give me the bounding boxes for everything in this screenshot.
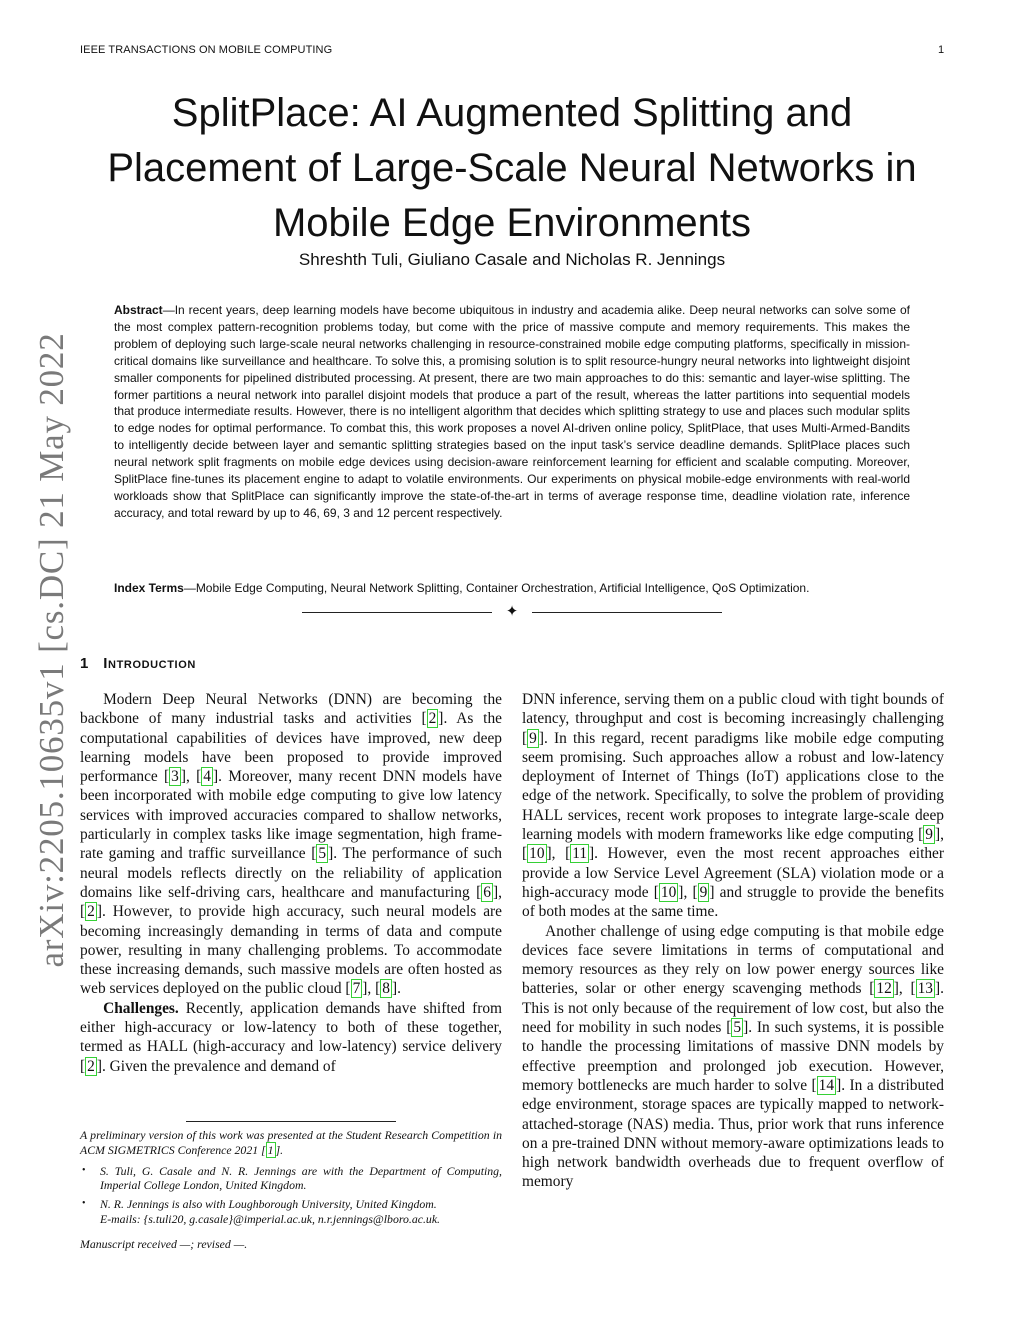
title-line: Mobile Edge Environments	[272, 201, 752, 245]
citation-link[interactable]: 11	[572, 845, 588, 863]
challenges-label: Challenges.	[103, 999, 179, 1017]
citation-link[interactable]: 1	[267, 1142, 274, 1157]
citation-link[interactable]: 14	[818, 1076, 835, 1094]
paragraph: Another challenge of using edge computing is that mobile edge devices face severe limitations in terms of computational and memory resources as they rely on low power energy sources like batteries, solar or other energy scavenging methods [ 12 ], [ 13 ]. This is not only because of the requirement of low cost, but also the need for mobility in such nodes [ 5 ]. In such systems, it is possible to handle the processing limitations of massive DNN models by effective preemption and prolonged job execution. However, memory bottlenecks are much harder to solve [ 14 ]. In a distributed edge environment, storage spaces are typically mapped to network-attached-storage (NAS) media. Thus, prior work that runs inference on a pre-trained DNN without memory-aware optimizations leads to high network bandwidth overheads due to frequent overflow of memory	[522, 922, 944, 1191]
citation-link[interactable]: 5	[318, 845, 327, 863]
footnote-affiliation: • S. Tuli, G. Casale and N. R. Jennings are with the Department of Computing, Imperial College London, United Kingdom.	[80, 1164, 502, 1194]
section-heading	[80, 655, 196, 672]
footnotes	[80, 1128, 502, 1258]
authors: Shreshth Tuli, Giuliano Casale and Nicholas R. Jennings	[298, 250, 726, 269]
footnote-manuscript: Manuscript received —; revised —.	[80, 1236, 248, 1251]
running-head: IEEE TRANSACTIONS ON MOBILE COMPUTING	[80, 44, 333, 56]
citation-link[interactable]: 4	[203, 768, 211, 786]
footnote-affiliation-text: N. R. Jennings is also with Loughborough University, United Kingdom.	[100, 1197, 437, 1212]
citation-link[interactable]: 9	[925, 826, 933, 844]
paragraph: Modern Deep Neural Networks (DNN) are becoming the backbone of many industrial tasks and activities [ 2 ]. As the computational capabilities of devices have improved, new deep learning models have been proposed to provide improved performance [ 3 ], [ 4 ]. Moreover, many recent DNN models have been incorporated with mobile edge computing to give low latency services with improved accuracies compared to shallow networks, particularly in complex tasks like image segmentation, high frame-rate gaming and traffic surveillance [ 5 ]. The performance of such neural models reflects directly on the reliability of application domains like self-driving cars, healthcare and manufacturing [ 6 ], [ 2 ]. However, to provide high accuracy, such neural models are becoming increasingly demanding in terms of data and compute power, resulting in many challenging problems. To accommodate these increasing demands, such massive models are often hosted as web services deployed on the public cloud [ 7 ], [ 8 ].	[80, 691, 502, 998]
footnote-rule	[186, 1121, 396, 1122]
paragraph: DNN inference, serving them on a public cloud with tight bounds of latency, throughput and cost is becoming increasingly challenging [ 9 ]. In this regard, recent paradigms like mobile edge computing seem promising. Such approaches allow a robust and low-latency deployment of Internet of Things (IoT) applications close to the edge of the network. Specifically, to solve the problem of providing HALL services, recent work proposes to integrate large-scale deep learning models with modern frameworks like edge computing [ 9 ], [ 10 ], [ 11 ]. However, even the most recent approaches either provide a low Service Level Agreement (SLA) violation mode or a high-accuracy mode [ 10 ], [ 9 ] and struggle to provide the benefits of both modes at the same time.	[522, 691, 945, 921]
title-line: Placement of Large-Scale Neural Networks in	[107, 146, 917, 190]
footnote-preliminary: A preliminary version of this work was presented at the Student Research Competition in ACM SIGMETRICS Conference 2021 [ 1 ].	[80, 1128, 502, 1157]
divider-star-icon: ✦	[505, 604, 519, 620]
citation-link[interactable]: 3	[171, 768, 179, 786]
citation-link[interactable]: 7	[352, 980, 361, 998]
citation-link[interactable]: 8	[382, 980, 390, 998]
footnote-emails: E-mails: {s.tuli20, g.casale}@imperial.ac.uk, n.r.jennings@lboro.ac.uk.	[100, 1211, 441, 1226]
citation-link[interactable]: 9	[529, 729, 537, 747]
citation-link[interactable]: 9	[699, 883, 708, 901]
citation-link[interactable]: 13	[917, 980, 933, 998]
index-terms-label: Index Terms	[114, 581, 184, 595]
abstract	[114, 302, 910, 522]
title-line: SplitPlace: AI Augmented Splitting and	[171, 91, 853, 135]
section-number: 1	[80, 655, 89, 672]
index-terms	[114, 580, 910, 597]
arxiv-stamp[interactable]: arXiv:2205.10635v1 [cs.DC] 21 May 2022	[32, 332, 71, 968]
citation-link[interactable]: 6	[483, 883, 491, 901]
divider-rule-left	[302, 612, 492, 613]
footnote-affiliation	[80, 1197, 502, 1227]
paragraph-text: Recently, application demands have shifted from either high-accuracy or low-latency to both of these together, termed as HALL (high-accuracy and low-latency) service delivery [ 2 ]. Given the prevalence and demand of	[80, 999, 502, 1075]
index-terms-text: —Mobile Edge Computing, Neural Network Splitting, Container Orchestration, Artificial Intelligence, QoS Optimization.	[183, 581, 810, 595]
citation-link[interactable]: 10	[660, 883, 677, 901]
divider-rule-right	[532, 612, 722, 613]
citation-link[interactable]: 12	[876, 980, 892, 998]
section-divider	[302, 604, 722, 620]
page-number: 1	[938, 44, 945, 56]
citation-link[interactable]: 2	[87, 1057, 95, 1075]
citation-link[interactable]: 10	[529, 845, 545, 863]
abstract-text: —In recent years, deep learning models have become ubiquitous in industry and academia alike. Deep neural networks can solve some of the most complex pattern-recognition problems today, but come with the price of massive compute and memory requirements. This makes the problem of deploying such large-scale neural networks challenging in resource-constrained mobile edge computing platforms, specifically in mission-critical domains like surveillance and healthcare. To solve this, a promising solution is to split resource-hungry neural networks into lightweight disjoint smaller components for pipelined distributed processing. At present, there are two main approaches to do this: semantic and layer-wise splitting. The former partitions a neural network into parallel disjoint models that produce a part of the result, whereas the latter partitions into sequential models that produce intermediate results. However, there is no intelligent algorithm that decides which splitting strategy to use and places such modular splits to edge nodes for optimal performance. To combat this, this work proposes a novel AI-driven online policy, SplitPlace, that uses Multi-Armed-Bandits to intelligently decide between layer and semantic splitting strategies based on the input task’s service deadline demands. SplitPlace places such neural network split fragments on mobile edge devices using decision-aware reinforcement learning for efficient and scalable computing. Moreover, SplitPlace fine-tunes its placement engine to adapt to volatile environments. Our experiments on physical mobile-edge environments with real-world workloads show that SplitPlace can significantly improve the state-of-the-art in terms of average response time, deadline violation rate, inference accuracy, and total reward by up to 46, 69, 3 and 12 percent respectively.	[114, 303, 910, 520]
citation-link[interactable]: 2	[87, 903, 95, 921]
left-column	[80, 690, 502, 1076]
paragraph	[80, 999, 502, 1076]
right-column	[522, 690, 944, 1192]
citation-link[interactable]: 5	[733, 1019, 742, 1037]
section-title: Introduction	[103, 655, 196, 672]
paper-title	[90, 86, 934, 251]
abstract-label: Abstract	[114, 303, 163, 317]
citation-link[interactable]: 2	[428, 710, 437, 728]
